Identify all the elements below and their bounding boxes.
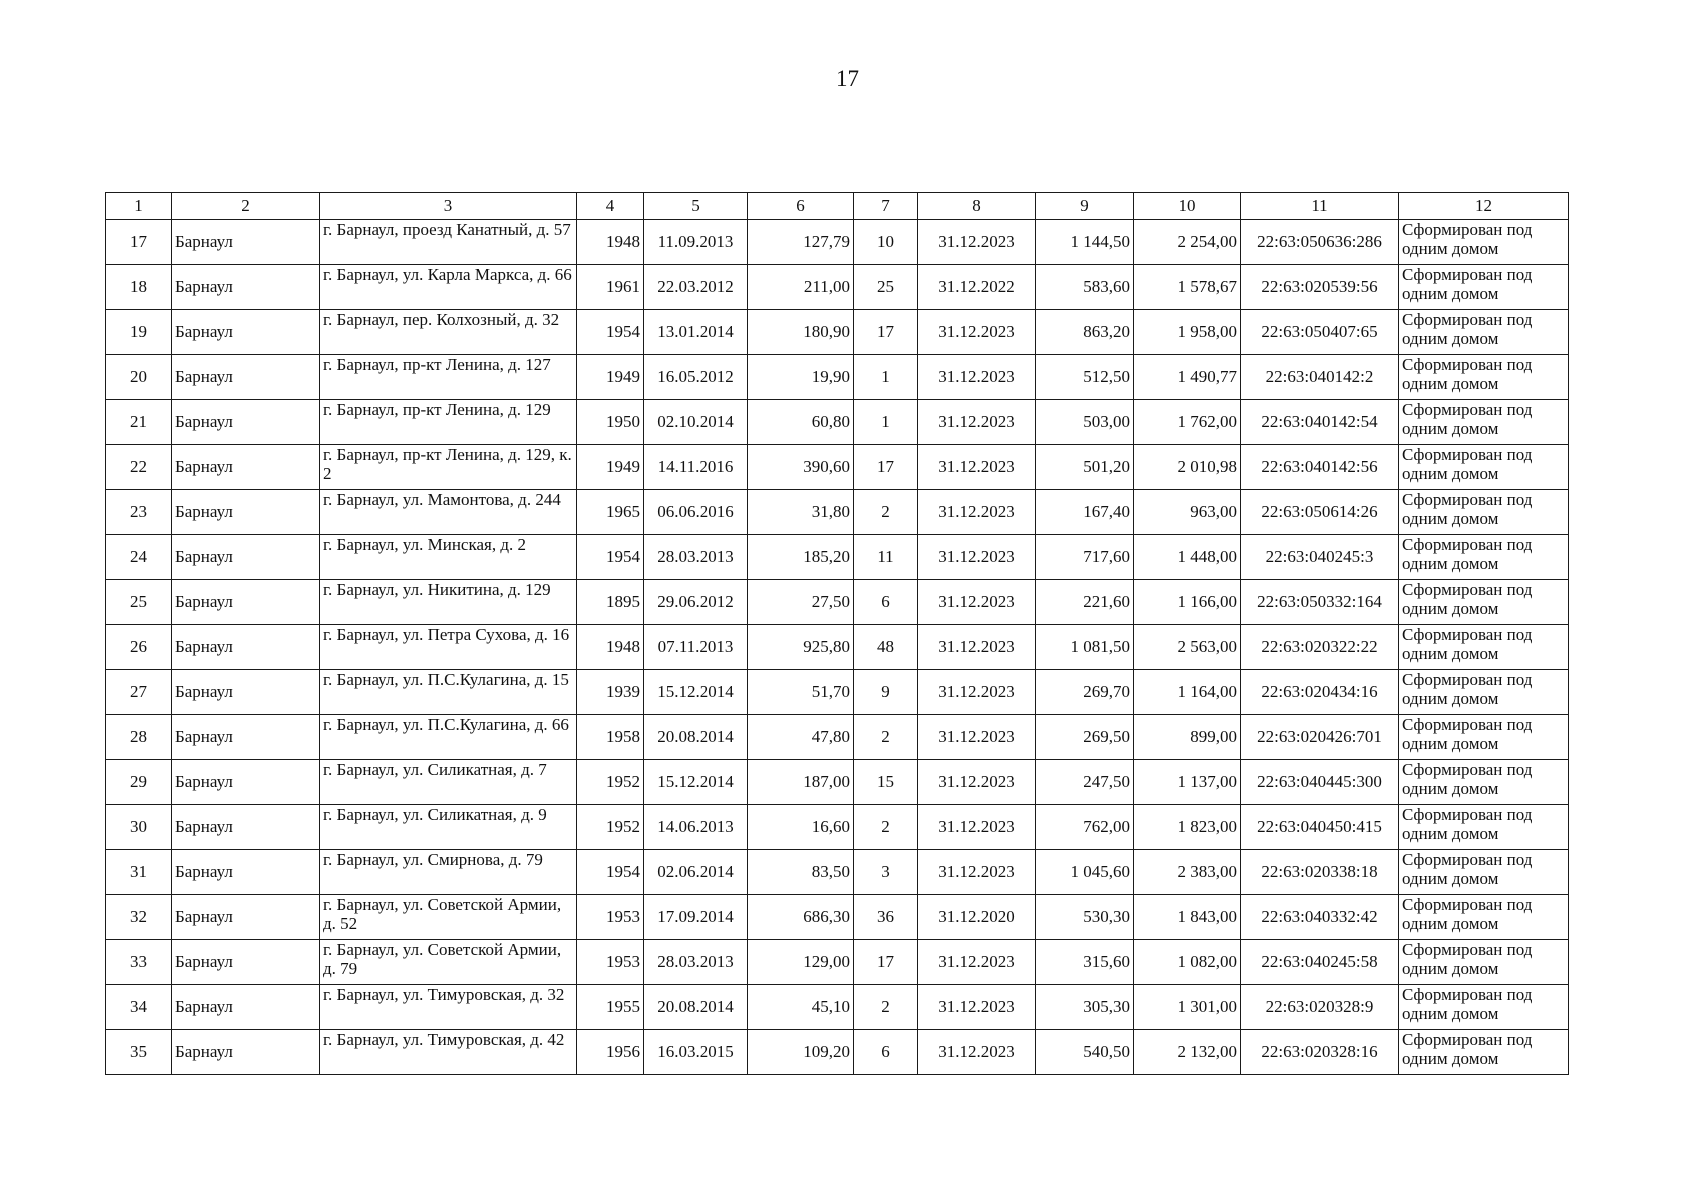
area-cell: 51,70	[748, 670, 854, 715]
status-cell: Сформирован под одним домом	[1399, 670, 1569, 715]
year-built-cell: 1954	[577, 310, 644, 355]
area-cell: 925,80	[748, 625, 854, 670]
table-row	[106, 580, 1569, 625]
city-cell: Барнаул	[172, 580, 320, 625]
total-area-cell: 1 578,67	[1134, 265, 1241, 310]
city-cell: Барнаул	[172, 220, 320, 265]
year-built-cell: 1952	[577, 805, 644, 850]
land-area-cell: 501,20	[1036, 445, 1134, 490]
land-area-cell: 315,60	[1036, 940, 1134, 985]
count-cell: 1	[854, 355, 918, 400]
year-built-cell: 1953	[577, 895, 644, 940]
address-cell: г. Барнаул, ул. П.С.Кулагина, д. 66	[320, 715, 577, 760]
city-cell: Барнаул	[172, 310, 320, 355]
address-cell: г. Барнаул, ул. Мамонтова, д. 244	[320, 490, 577, 535]
total-area-cell: 899,00	[1134, 715, 1241, 760]
year-built-cell: 1948	[577, 625, 644, 670]
table-row	[106, 355, 1569, 400]
city-cell: Барнаул	[172, 490, 320, 535]
status-cell: Сформирован под одним домом	[1399, 760, 1569, 805]
date-cell: 13.01.2014	[644, 310, 748, 355]
city-cell: Барнаул	[172, 1030, 320, 1075]
deadline-date-cell: 31.12.2023	[918, 670, 1036, 715]
area-cell: 187,00	[748, 760, 854, 805]
address-cell: г. Барнаул, пер. Колхозный, д. 32	[320, 310, 577, 355]
city-cell: Барнаул	[172, 760, 320, 805]
count-cell: 6	[854, 1030, 918, 1075]
total-area-cell: 2 383,00	[1134, 850, 1241, 895]
cadastral-number-cell: 22:63:040245:58	[1241, 940, 1399, 985]
year-built-cell: 1954	[577, 535, 644, 580]
table-row	[106, 535, 1569, 580]
total-area-cell: 1 164,00	[1134, 670, 1241, 715]
cadastral-number-cell: 22:63:050636:286	[1241, 220, 1399, 265]
area-cell: 180,90	[748, 310, 854, 355]
land-area-cell: 540,50	[1036, 1030, 1134, 1075]
status-cell: Сформирован под одним домом	[1399, 985, 1569, 1030]
status-cell: Сформирован под одним домом	[1399, 805, 1569, 850]
cadastral-number-cell: 22:63:040332:42	[1241, 895, 1399, 940]
row-number-cell: 22	[106, 445, 172, 490]
total-area-cell: 963,00	[1134, 490, 1241, 535]
land-area-cell: 269,50	[1036, 715, 1134, 760]
status-cell: Сформирован под одним домом	[1399, 265, 1569, 310]
total-area-cell: 1 762,00	[1134, 400, 1241, 445]
cadastral-number-cell: 22:63:020434:16	[1241, 670, 1399, 715]
deadline-date-cell: 31.12.2023	[918, 445, 1036, 490]
table-row	[106, 445, 1569, 490]
cadastral-number-cell: 22:63:040445:300	[1241, 760, 1399, 805]
year-built-cell: 1949	[577, 355, 644, 400]
total-area-cell: 2 132,00	[1134, 1030, 1241, 1075]
cadastral-number-cell: 22:63:020338:18	[1241, 850, 1399, 895]
cadastral-number-cell: 22:63:040142:2	[1241, 355, 1399, 400]
status-cell: Сформирован под одним домом	[1399, 895, 1569, 940]
land-area-cell: 247,50	[1036, 760, 1134, 805]
address-cell: г. Барнаул, проезд Канатный, д. 57	[320, 220, 577, 265]
table-row	[106, 220, 1569, 265]
status-cell: Сформирован под одним домом	[1399, 715, 1569, 760]
count-cell: 17	[854, 445, 918, 490]
city-cell: Барнаул	[172, 985, 320, 1030]
year-built-cell: 1895	[577, 580, 644, 625]
area-cell: 60,80	[748, 400, 854, 445]
city-cell: Барнаул	[172, 400, 320, 445]
date-cell: 06.06.2016	[644, 490, 748, 535]
row-number-cell: 18	[106, 265, 172, 310]
city-cell: Барнаул	[172, 715, 320, 760]
table-row	[106, 850, 1569, 895]
column-number-header-row	[106, 193, 1569, 220]
deadline-date-cell: 31.12.2023	[918, 490, 1036, 535]
deadline-date-cell: 31.12.2023	[918, 310, 1036, 355]
total-area-cell: 1 843,00	[1134, 895, 1241, 940]
status-cell: Сформирован под одним домом	[1399, 400, 1569, 445]
table-row	[106, 265, 1569, 310]
land-area-cell: 583,60	[1036, 265, 1134, 310]
date-cell: 28.03.2013	[644, 535, 748, 580]
area-cell: 19,90	[748, 355, 854, 400]
column-header-1: 1	[106, 193, 172, 220]
status-cell: Сформирован под одним домом	[1399, 625, 1569, 670]
total-area-cell: 1 958,00	[1134, 310, 1241, 355]
row-number-cell: 31	[106, 850, 172, 895]
date-cell: 22.03.2012	[644, 265, 748, 310]
row-number-cell: 21	[106, 400, 172, 445]
deadline-date-cell: 31.12.2023	[918, 535, 1036, 580]
row-number-cell: 19	[106, 310, 172, 355]
land-area-cell: 1 045,60	[1036, 850, 1134, 895]
status-cell: Сформирован под одним домом	[1399, 580, 1569, 625]
deadline-date-cell: 31.12.2023	[918, 625, 1036, 670]
table-row	[106, 625, 1569, 670]
cadastral-number-cell: 22:63:050407:65	[1241, 310, 1399, 355]
count-cell: 2	[854, 805, 918, 850]
status-cell: Сформирован под одним домом	[1399, 445, 1569, 490]
row-number-cell: 23	[106, 490, 172, 535]
date-cell: 02.10.2014	[644, 400, 748, 445]
column-header-7: 7	[854, 193, 918, 220]
table-row	[106, 895, 1569, 940]
address-cell: г. Барнаул, ул. Тимуровская, д. 32	[320, 985, 577, 1030]
count-cell: 11	[854, 535, 918, 580]
date-cell: 16.05.2012	[644, 355, 748, 400]
date-cell: 20.08.2014	[644, 985, 748, 1030]
page-number: 17	[836, 66, 859, 91]
table-row	[106, 985, 1569, 1030]
row-number-cell: 32	[106, 895, 172, 940]
total-area-cell: 2 563,00	[1134, 625, 1241, 670]
row-number-cell: 20	[106, 355, 172, 400]
city-cell: Барнаул	[172, 895, 320, 940]
year-built-cell: 1949	[577, 445, 644, 490]
year-built-cell: 1948	[577, 220, 644, 265]
total-area-cell: 1 490,77	[1134, 355, 1241, 400]
row-number-cell: 17	[106, 220, 172, 265]
table-row	[106, 1030, 1569, 1075]
count-cell: 3	[854, 850, 918, 895]
total-area-cell: 1 137,00	[1134, 760, 1241, 805]
row-number-cell: 30	[106, 805, 172, 850]
status-cell: Сформирован под одним домом	[1399, 310, 1569, 355]
row-number-cell: 27	[106, 670, 172, 715]
date-cell: 07.11.2013	[644, 625, 748, 670]
year-built-cell: 1958	[577, 715, 644, 760]
address-cell: г. Барнаул, ул. Карла Маркса, д. 66	[320, 265, 577, 310]
deadline-date-cell: 31.12.2023	[918, 850, 1036, 895]
land-area-cell: 1 081,50	[1036, 625, 1134, 670]
deadline-date-cell: 31.12.2023	[918, 580, 1036, 625]
column-header-3: 3	[320, 193, 577, 220]
area-cell: 129,00	[748, 940, 854, 985]
deadline-date-cell: 31.12.2023	[918, 220, 1036, 265]
deadline-date-cell: 31.12.2023	[918, 760, 1036, 805]
city-cell: Барнаул	[172, 805, 320, 850]
housing-registry-table	[105, 192, 1569, 1075]
row-number-cell: 29	[106, 760, 172, 805]
city-cell: Барнаул	[172, 850, 320, 895]
date-cell: 17.09.2014	[644, 895, 748, 940]
count-cell: 48	[854, 625, 918, 670]
address-cell: г. Барнаул, ул. Минская, д. 2	[320, 535, 577, 580]
date-cell: 15.12.2014	[644, 670, 748, 715]
count-cell: 2	[854, 985, 918, 1030]
land-area-cell: 512,50	[1036, 355, 1134, 400]
address-cell: г. Барнаул, пр-кт Ленина, д. 129, к. 2	[320, 445, 577, 490]
status-cell: Сформирован под одним домом	[1399, 850, 1569, 895]
table-row	[106, 805, 1569, 850]
area-cell: 185,20	[748, 535, 854, 580]
address-cell: г. Барнаул, ул. Советской Армии, д. 79	[320, 940, 577, 985]
column-header-6: 6	[748, 193, 854, 220]
year-built-cell: 1953	[577, 940, 644, 985]
date-cell: 29.06.2012	[644, 580, 748, 625]
count-cell: 36	[854, 895, 918, 940]
cadastral-number-cell: 22:63:020426:701	[1241, 715, 1399, 760]
cadastral-number-cell: 22:63:050332:164	[1241, 580, 1399, 625]
deadline-date-cell: 31.12.2020	[918, 895, 1036, 940]
table-row	[106, 940, 1569, 985]
table-row	[106, 715, 1569, 760]
status-cell: Сформирован под одним домом	[1399, 490, 1569, 535]
total-area-cell: 1 082,00	[1134, 940, 1241, 985]
date-cell: 11.09.2013	[644, 220, 748, 265]
column-header-12: 12	[1399, 193, 1569, 220]
date-cell: 16.03.2015	[644, 1030, 748, 1075]
year-built-cell: 1961	[577, 265, 644, 310]
deadline-date-cell: 31.12.2023	[918, 1030, 1036, 1075]
land-area-cell: 305,30	[1036, 985, 1134, 1030]
area-cell: 390,60	[748, 445, 854, 490]
city-cell: Барнаул	[172, 535, 320, 580]
count-cell: 6	[854, 580, 918, 625]
address-cell: г. Барнаул, ул. П.С.Кулагина, д. 15	[320, 670, 577, 715]
count-cell: 2	[854, 490, 918, 535]
year-built-cell: 1954	[577, 850, 644, 895]
status-cell: Сформирован под одним домом	[1399, 1030, 1569, 1075]
year-built-cell: 1939	[577, 670, 644, 715]
area-cell: 127,79	[748, 220, 854, 265]
table-body	[106, 220, 1569, 1075]
count-cell: 25	[854, 265, 918, 310]
total-area-cell: 1 448,00	[1134, 535, 1241, 580]
city-cell: Барнаул	[172, 670, 320, 715]
row-number-cell: 26	[106, 625, 172, 670]
city-cell: Барнаул	[172, 355, 320, 400]
deadline-date-cell: 31.12.2023	[918, 715, 1036, 760]
status-cell: Сформирован под одним домом	[1399, 940, 1569, 985]
date-cell: 20.08.2014	[644, 715, 748, 760]
city-cell: Барнаул	[172, 265, 320, 310]
count-cell: 1	[854, 400, 918, 445]
date-cell: 14.06.2013	[644, 805, 748, 850]
count-cell: 17	[854, 310, 918, 355]
count-cell: 2	[854, 715, 918, 760]
area-cell: 45,10	[748, 985, 854, 1030]
total-area-cell: 2 010,98	[1134, 445, 1241, 490]
date-cell: 28.03.2013	[644, 940, 748, 985]
land-area-cell: 503,00	[1036, 400, 1134, 445]
address-cell: г. Барнаул, ул. Советской Армии, д. 52	[320, 895, 577, 940]
area-cell: 211,00	[748, 265, 854, 310]
cadastral-number-cell: 22:63:020539:56	[1241, 265, 1399, 310]
cadastral-number-cell: 22:63:040142:56	[1241, 445, 1399, 490]
total-area-cell: 2 254,00	[1134, 220, 1241, 265]
row-number-cell: 25	[106, 580, 172, 625]
cadastral-number-cell: 22:63:020328:9	[1241, 985, 1399, 1030]
year-built-cell: 1950	[577, 400, 644, 445]
date-cell: 02.06.2014	[644, 850, 748, 895]
status-cell: Сформирован под одним домом	[1399, 535, 1569, 580]
land-area-cell: 762,00	[1036, 805, 1134, 850]
area-cell: 83,50	[748, 850, 854, 895]
area-cell: 109,20	[748, 1030, 854, 1075]
city-cell: Барнаул	[172, 445, 320, 490]
year-built-cell: 1955	[577, 985, 644, 1030]
column-header-11: 11	[1241, 193, 1399, 220]
table-row	[106, 490, 1569, 535]
land-area-cell: 1 144,50	[1036, 220, 1134, 265]
land-area-cell: 863,20	[1036, 310, 1134, 355]
total-area-cell: 1 823,00	[1134, 805, 1241, 850]
deadline-date-cell: 31.12.2023	[918, 940, 1036, 985]
row-number-cell: 35	[106, 1030, 172, 1075]
count-cell: 15	[854, 760, 918, 805]
area-cell: 47,80	[748, 715, 854, 760]
deadline-date-cell: 31.12.2023	[918, 805, 1036, 850]
area-cell: 686,30	[748, 895, 854, 940]
area-cell: 27,50	[748, 580, 854, 625]
row-number-cell: 24	[106, 535, 172, 580]
cadastral-number-cell: 22:63:050614:26	[1241, 490, 1399, 535]
column-header-9: 9	[1036, 193, 1134, 220]
status-cell: Сформирован под одним домом	[1399, 220, 1569, 265]
date-cell: 14.11.2016	[644, 445, 748, 490]
deadline-date-cell: 31.12.2022	[918, 265, 1036, 310]
cadastral-number-cell: 22:63:040245:3	[1241, 535, 1399, 580]
city-cell: Барнаул	[172, 625, 320, 670]
deadline-date-cell: 31.12.2023	[918, 355, 1036, 400]
land-area-cell: 269,70	[1036, 670, 1134, 715]
land-area-cell: 530,30	[1036, 895, 1134, 940]
table-row	[106, 400, 1569, 445]
cadastral-number-cell: 22:63:020322:22	[1241, 625, 1399, 670]
address-cell: г. Барнаул, ул. Петра Сухова, д. 16	[320, 625, 577, 670]
address-cell: г. Барнаул, ул. Силикатная, д. 7	[320, 760, 577, 805]
year-built-cell: 1956	[577, 1030, 644, 1075]
deadline-date-cell: 31.12.2023	[918, 985, 1036, 1030]
cadastral-number-cell: 22:63:020328:16	[1241, 1030, 1399, 1075]
area-cell: 31,80	[748, 490, 854, 535]
city-cell: Барнаул	[172, 940, 320, 985]
row-number-cell: 34	[106, 985, 172, 1030]
year-built-cell: 1965	[577, 490, 644, 535]
cadastral-number-cell: 22:63:040142:54	[1241, 400, 1399, 445]
deadline-date-cell: 31.12.2023	[918, 400, 1036, 445]
table-row	[106, 760, 1569, 805]
status-cell: Сформирован под одним домом	[1399, 355, 1569, 400]
land-area-cell: 167,40	[1036, 490, 1134, 535]
total-area-cell: 1 166,00	[1134, 580, 1241, 625]
column-header-4: 4	[577, 193, 644, 220]
count-cell: 17	[854, 940, 918, 985]
table-row	[106, 310, 1569, 355]
column-header-10: 10	[1134, 193, 1241, 220]
year-built-cell: 1952	[577, 760, 644, 805]
column-header-8: 8	[918, 193, 1036, 220]
count-cell: 9	[854, 670, 918, 715]
address-cell: г. Барнаул, пр-кт Ленина, д. 127	[320, 355, 577, 400]
land-area-cell: 717,60	[1036, 535, 1134, 580]
area-cell: 16,60	[748, 805, 854, 850]
address-cell: г. Барнаул, пр-кт Ленина, д. 129	[320, 400, 577, 445]
address-cell: г. Барнаул, ул. Силикатная, д. 9	[320, 805, 577, 850]
address-cell: г. Барнаул, ул. Смирнова, д. 79	[320, 850, 577, 895]
land-area-cell: 221,60	[1036, 580, 1134, 625]
table-row	[106, 670, 1569, 715]
total-area-cell: 1 301,00	[1134, 985, 1241, 1030]
row-number-cell: 28	[106, 715, 172, 760]
cadastral-number-cell: 22:63:040450:415	[1241, 805, 1399, 850]
row-number-cell: 33	[106, 940, 172, 985]
column-header-2: 2	[172, 193, 320, 220]
address-cell: г. Барнаул, ул. Никитина, д. 129	[320, 580, 577, 625]
count-cell: 10	[854, 220, 918, 265]
column-header-5: 5	[644, 193, 748, 220]
address-cell: г. Барнаул, ул. Тимуровская, д. 42	[320, 1030, 577, 1075]
date-cell: 15.12.2014	[644, 760, 748, 805]
